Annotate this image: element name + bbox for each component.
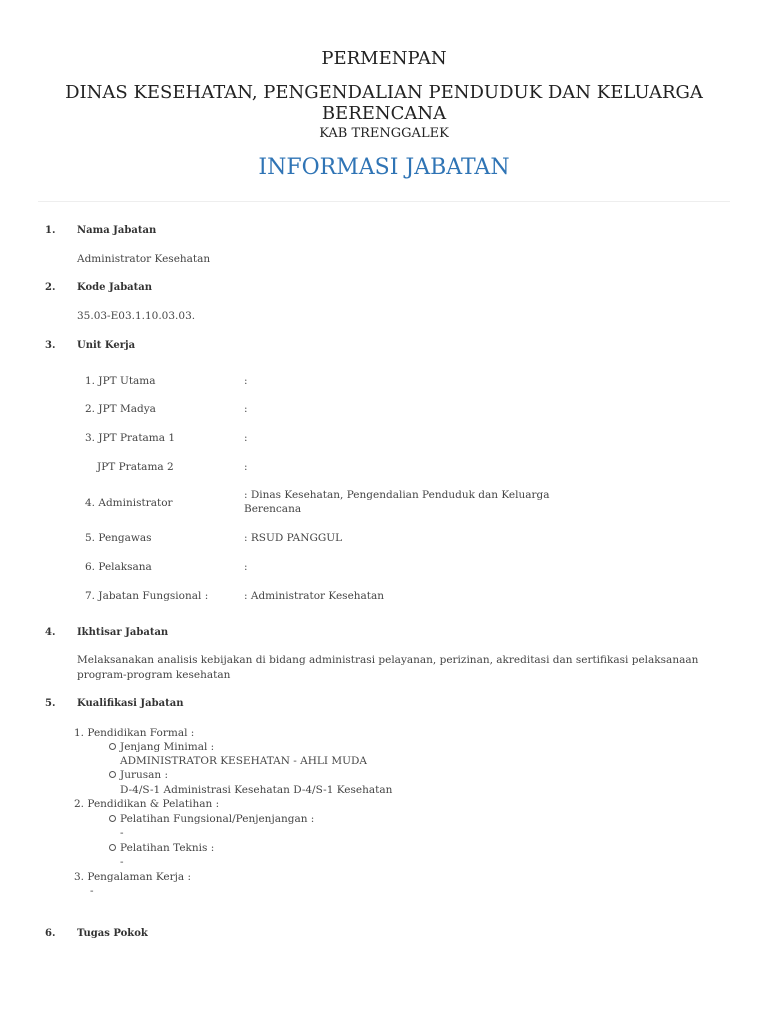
section-label-tugas-pokok: Tugas Pokok <box>77 928 148 939</box>
list-item: 1. Pendidikan Formal : <box>74 727 195 739</box>
section-label-unit-kerja: Unit Kerja <box>77 340 136 351</box>
list-item-value: D-4/S-1 Administrasi Kesehatan D-4/S-1 Kesehatan <box>120 784 393 796</box>
circle-bullet-icon <box>109 771 116 778</box>
unit-kerja-value: : <box>244 403 248 415</box>
unit-kerja-value: : <box>244 375 248 387</box>
unit-kerja-value: : Administrator Kesehatan <box>244 590 385 602</box>
region-name: KAB TRENGGALEK <box>319 126 449 141</box>
unit-kerja-label: 6. Pelaksana <box>85 561 152 573</box>
circle-bullet-icon <box>109 743 116 750</box>
unit-kerja-label: 3. JPT Pratama 1 <box>85 432 176 444</box>
section-number: 1. <box>45 225 56 236</box>
list-item: Pelatihan Teknis : <box>120 842 215 854</box>
agency-name: DINAS KESEHATAN, PENGENDALIAN PENDUDUK DAN KELUARGA BERENCANA <box>65 82 703 124</box>
nama-jabatan-value: Administrator Kesehatan <box>77 253 211 265</box>
section-label-nama-jabatan: Nama Jabatan <box>77 225 157 236</box>
list-item: Pelatihan Fungsional/Penjenjangan : <box>120 813 315 825</box>
section-number: 3. <box>45 340 56 351</box>
document-title: PERMENPAN <box>321 48 447 69</box>
unit-kerja-value: : RSUD PANGGUL <box>244 532 343 544</box>
unit-kerja-label: 2. JPT Madya <box>85 403 156 415</box>
list-item-value: - <box>90 885 94 897</box>
unit-kerja-label: 5. Pengawas <box>85 532 152 544</box>
section-number: 4. <box>45 627 56 638</box>
section-number: 5. <box>45 698 56 709</box>
list-item: 2. Pendidikan & Pelatihan : <box>74 798 220 810</box>
header-divider <box>38 201 730 202</box>
unit-kerja-value: : <box>244 432 248 444</box>
list-item: Jenjang Minimal : <box>120 741 215 753</box>
unit-kerja-label: 7. Jabatan Fungsional : <box>85 590 209 602</box>
unit-kerja-value: : Dinas Kesehatan, Pengendalian Penduduk dan Keluarga Berencana <box>244 489 550 515</box>
unit-kerja-label: 1. JPT Utama <box>85 375 156 387</box>
page-heading: INFORMASI JABATAN <box>258 155 510 180</box>
ikhtisar-jabatan-text: Melaksanakan analisis kebijakan di bidang administrasi pelayanan, perizinan, akreditasi dan sertifikasi pelaksanaan program-program kesehatan <box>77 654 699 681</box>
section-label-kode-jabatan: Kode Jabatan <box>77 282 153 293</box>
unit-kerja-value: : <box>244 461 248 473</box>
list-item-value: - <box>120 856 124 868</box>
list-item-value: ADMINISTRATOR KESEHATAN - AHLI MUDA <box>120 755 367 767</box>
circle-bullet-icon <box>109 815 116 822</box>
unit-kerja-label: 4. Administrator <box>85 497 173 509</box>
list-item: 3. Pengalaman Kerja : <box>74 871 192 883</box>
list-item: Jurusan : <box>120 769 169 781</box>
section-label-ikhtisar-jabatan: Ikhtisar Jabatan <box>77 627 169 638</box>
section-number: 2. <box>45 282 56 293</box>
list-item-value: - <box>120 827 124 839</box>
unit-kerja-value: : <box>244 561 248 573</box>
circle-bullet-icon <box>109 844 116 851</box>
section-label-kualifikasi-jabatan: Kualifikasi Jabatan <box>77 698 184 709</box>
section-number: 6. <box>45 928 56 939</box>
unit-kerja-label: JPT Pratama 2 <box>97 461 174 473</box>
kode-jabatan-value: 35.03-E03.1.10.03.03. <box>77 310 196 322</box>
